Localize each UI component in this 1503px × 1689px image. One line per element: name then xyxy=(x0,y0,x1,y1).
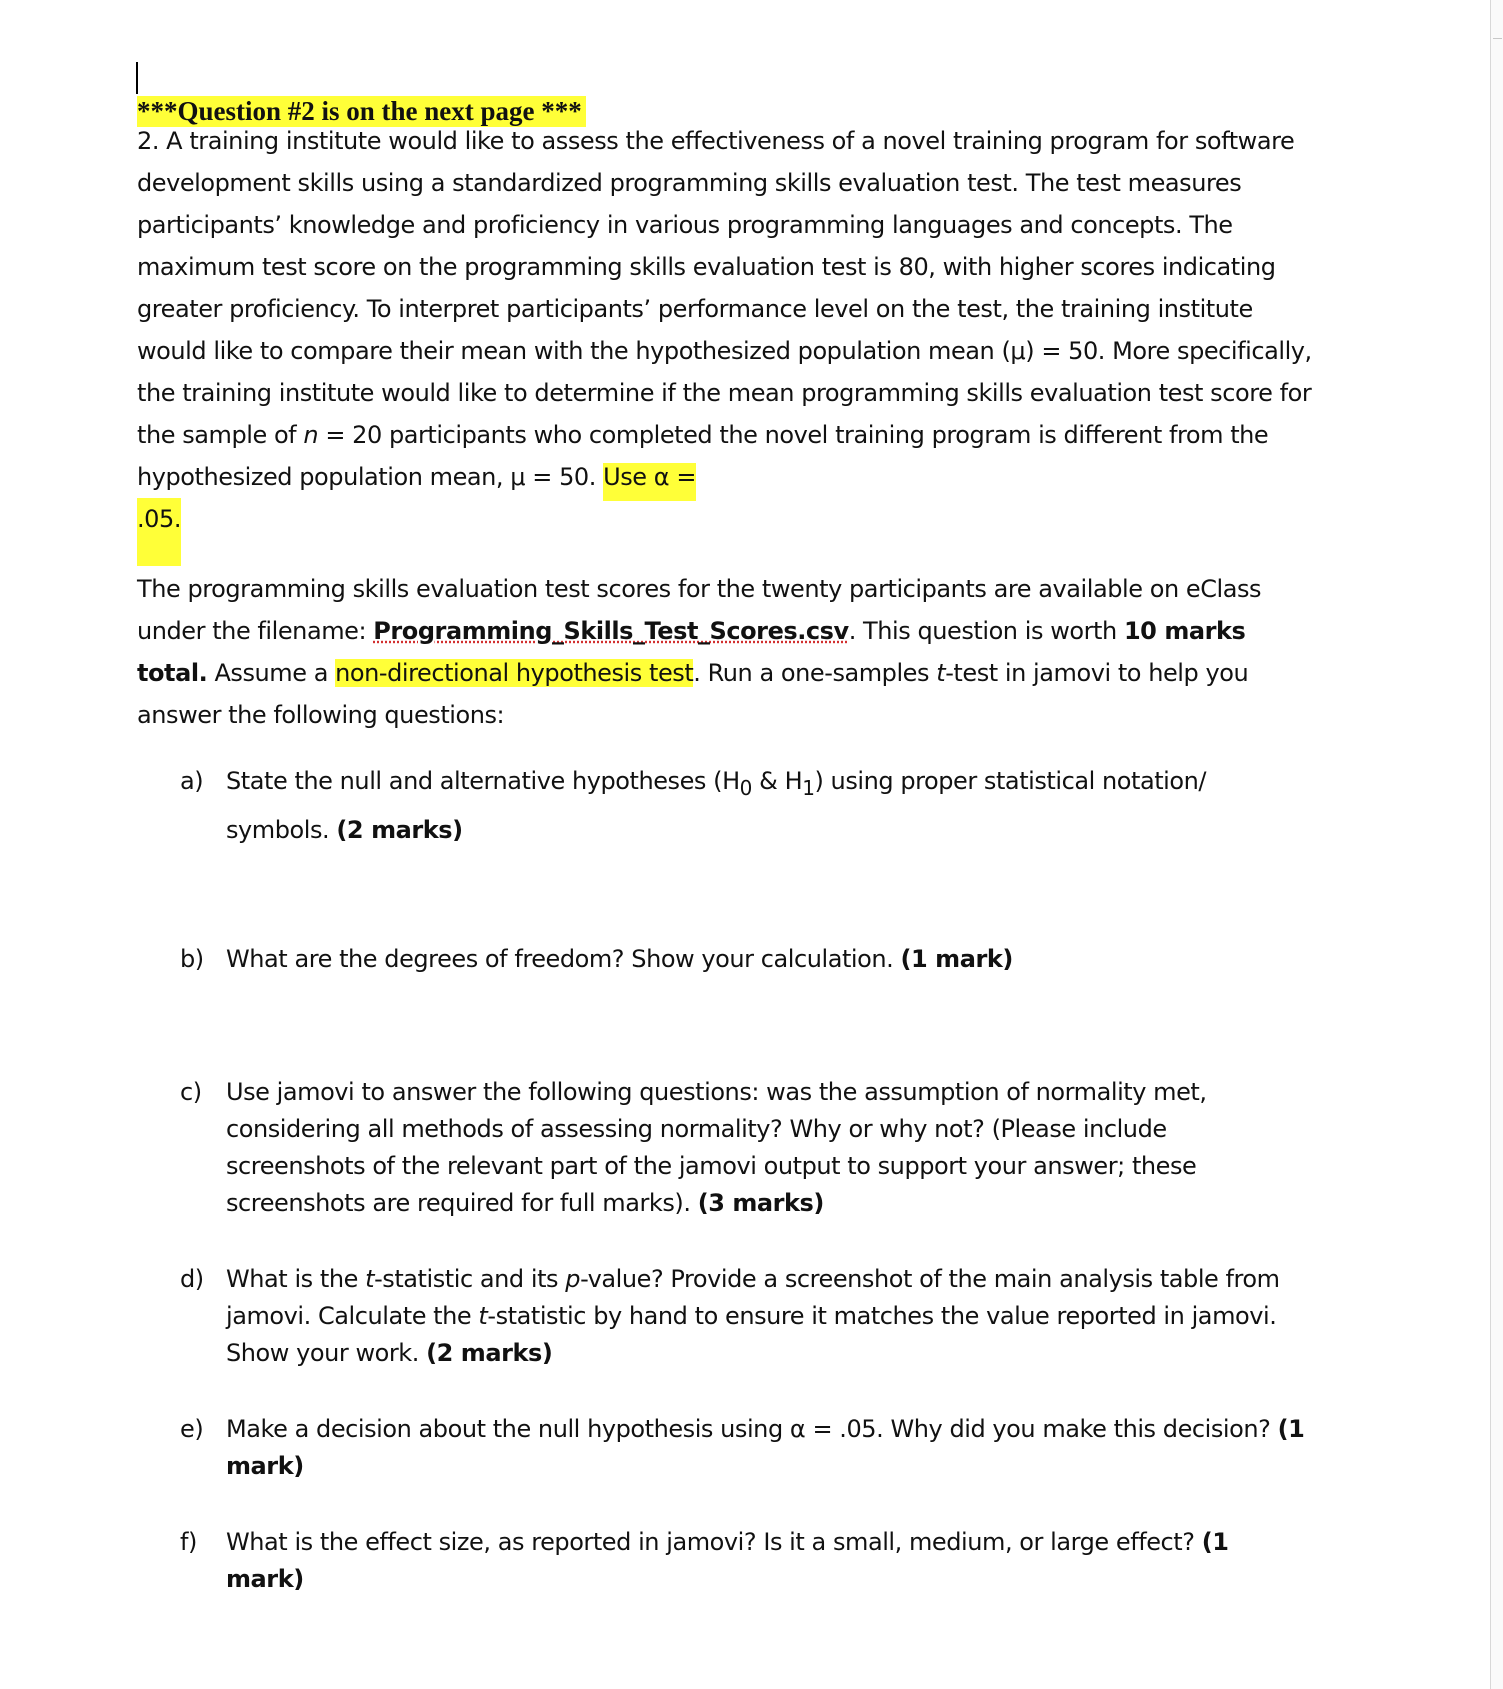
question-b-marks: (1 mark) xyxy=(900,945,1013,973)
question-a-text-1: State the null and alternative hypotheses (H xyxy=(226,767,740,795)
question-d xyxy=(180,1261,1310,1372)
vertical-scrollbar[interactable] xyxy=(1490,0,1503,1689)
question-f-label: f) xyxy=(180,1528,197,1556)
scrollbar-thumb[interactable] xyxy=(1493,38,1502,79)
question-d-label: d) xyxy=(180,1265,204,1293)
question-a-text xyxy=(226,760,1310,851)
question-e-marks: (1 mark) xyxy=(226,1415,1305,1480)
question-e-body: Make a decision about the null hypothesis using α = .05. Why did you make this decision? xyxy=(226,1415,1278,1443)
question-c-text xyxy=(226,1074,1310,1222)
t-symbol-2: t xyxy=(478,1302,488,1330)
data-text-4: . Run a one-samples xyxy=(693,659,937,687)
question-d-text-4: -statistic by hand to ensure it matches the value reported in jamovi. Show your work. xyxy=(226,1302,1277,1367)
data-text-1: The programming skills evaluation test scores for the twenty participants are available on eClass under the filename: xyxy=(137,575,1262,645)
data-text-3: Assume a xyxy=(207,659,336,687)
h0-subscript: 0 xyxy=(739,775,752,800)
data-text-5: -test in jamovi to help you answer the following questions: xyxy=(137,659,1249,729)
question-d-text-3: -value? Provide a screenshot of the main analysis table from jamovi. Calculate the xyxy=(226,1265,1280,1330)
question-a-text-3: ) using proper statistical notation/ symbols. xyxy=(226,767,1207,844)
question-c-label: c) xyxy=(180,1078,202,1106)
question-d-text xyxy=(226,1261,1310,1372)
question-c xyxy=(180,1074,1310,1222)
n-symbol: n xyxy=(303,421,319,449)
question-d-marks: (2 marks) xyxy=(426,1339,553,1367)
question-c-marks: (3 marks) xyxy=(697,1189,824,1217)
t-symbol-1: t xyxy=(365,1265,375,1293)
h1-subscript: 1 xyxy=(802,775,815,800)
alpha-value-highlight: .05. xyxy=(137,498,181,566)
question-f-body: What is the effect size, as reported in jamovi? Is it a small, medium, or large effect? xyxy=(226,1528,1202,1556)
question-b-text xyxy=(226,938,1310,980)
question-d-text-1: What is the xyxy=(226,1265,366,1293)
question-a xyxy=(180,760,1310,851)
question-a-label: a) xyxy=(180,767,204,795)
question-a-marks: (2 marks) xyxy=(336,815,463,844)
question-b-label: b) xyxy=(180,945,204,973)
question-e-label: e) xyxy=(180,1415,204,1443)
question-e xyxy=(180,1411,1310,1485)
intro-text-1: 2. A training institute would like to assess the effectiveness of a novel training program for software development skills using a standardized programming skills evaluation test. The test measures participants’ knowledge and proficiency in various programming languages and concepts. The maximum test score on the programming skills evaluation test is 80, with higher scores indicating greater proficiency. To interpret participants’ performance level on the test, the training institute would like to compare their mean with the hypothesized population mean (μ) = 50. More specifically, the training institute would like to determine if the mean programming skills evaluation test score for the sample of xyxy=(137,127,1312,449)
question-f-marks: (1 mark) xyxy=(226,1528,1229,1593)
question-f xyxy=(180,1524,1310,1598)
total-marks: 10 marks total. xyxy=(137,617,1246,687)
question-f-text xyxy=(226,1524,1310,1598)
question-a-text-2: & H xyxy=(751,767,803,795)
question-d-text-2: -statistic and its xyxy=(374,1265,566,1293)
question-c-body: Use jamovi to answer the following questions: was the assumption of normality met, considering all methods of assessing normality? Why or why not? (Please include screenshots of the relevant part of the jamovi output to support your answer; these screenshots are required for full marks). xyxy=(226,1078,1207,1217)
question-b xyxy=(180,938,1310,980)
non-directional-highlight: non-directional hypothesis test xyxy=(335,659,694,687)
question-banner: ***Question #2 is on the next page *** xyxy=(137,96,586,127)
intro-text-2: = 20 participants who completed the novel training program is different from the hypothesized population mean, μ = 50. xyxy=(137,421,1269,491)
question-e-text xyxy=(226,1411,1310,1485)
p-symbol: p xyxy=(565,1265,581,1293)
data-text-2: . This question is worth xyxy=(848,617,1124,645)
alpha-highlight: Use α = xyxy=(603,463,696,501)
filename: Programming_Skills_Test_Scores.csv xyxy=(373,617,849,645)
t-symbol: t xyxy=(936,659,946,687)
question-b-body: What are the degrees of freedom? Show your calculation. xyxy=(226,945,901,973)
